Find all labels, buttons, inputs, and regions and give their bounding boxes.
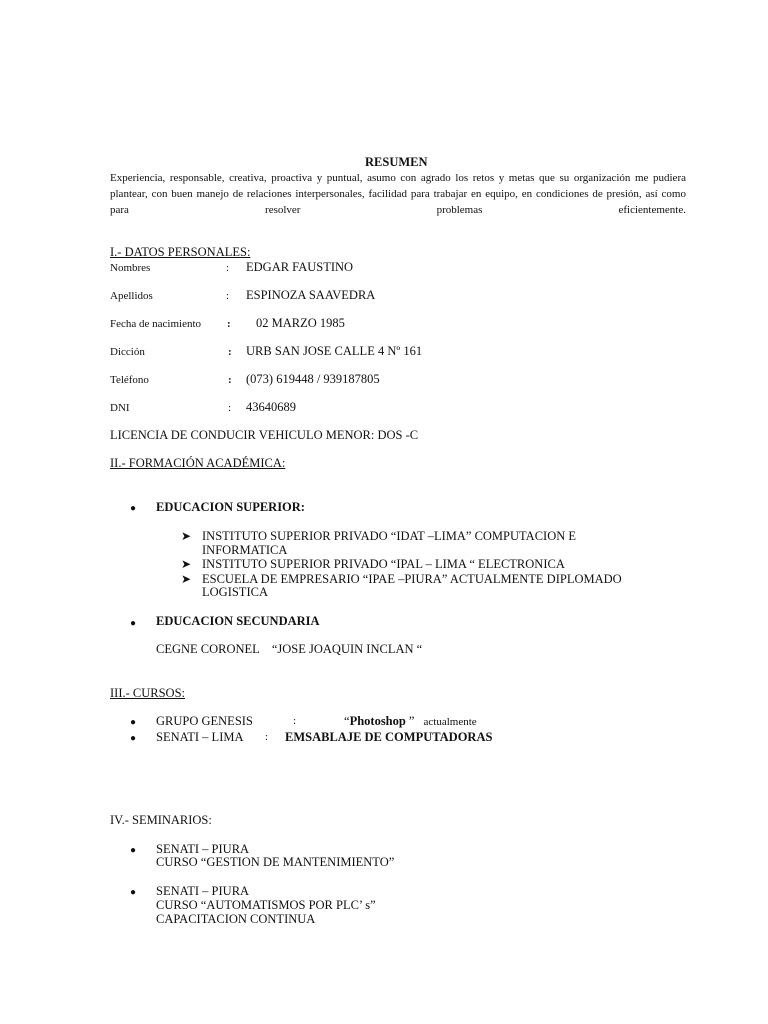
bullet-dot-icon: ● — [130, 845, 137, 856]
superior-item-1-line1: INSTITUTO SUPERIOR PRIVADO “IDAT –LIMA” COMPUTACION E — [202, 529, 577, 543]
field-value-fecha: 02 MARZO 1985 — [256, 316, 345, 330]
secondary-school: CEGNE CORONEL “JOSE JOAQUIN INCLAN “ — [156, 642, 423, 656]
field-sep-apellidos: : — [226, 290, 230, 302]
seminar-1-line2: CURSO “GESTION DE MANTENIMIENTO” — [156, 855, 395, 869]
secondary-label: EDUCACION SECUNDARIA — [156, 614, 320, 628]
superior-item-1-line2: INFORMATICA — [202, 543, 288, 557]
course-1-detail-bold: Photoshop — [349, 714, 406, 728]
seminars-heading: IV.- SEMINARIOS: — [110, 813, 212, 827]
field-sep-telefono: : — [228, 374, 232, 386]
field-label-diccion: Dicción — [110, 346, 145, 358]
field-sep-nombres: : — [226, 262, 230, 274]
course-2-name: SENATI – LIMA — [156, 730, 244, 744]
field-sep-diccion: : — [228, 346, 232, 358]
course-1-sep: : — [293, 715, 297, 727]
personal-heading: I.- DATOS PERSONALES: — [110, 245, 251, 259]
courses-heading: III.- CURSOS: — [110, 686, 186, 700]
course-1-detail-extra: actualmente — [423, 716, 477, 728]
arrow-bullet-icon: ➤ — [181, 529, 192, 543]
field-value-apellidos: ESPINOZA SAAVEDRA — [246, 288, 376, 302]
seminar-2-line3: CAPACITACION CONTINUA — [156, 912, 316, 926]
course-1-open-quote: “ — [344, 714, 350, 728]
bullet-dot-icon: ● — [130, 733, 137, 744]
course-2-detail-bold: EMSABLAJE DE COMPUTADORAS — [285, 730, 493, 744]
field-value-telefono: (073) 619448 / 939187805 — [246, 372, 380, 386]
summary-text: Experiencia, responsable, creativa, proactiva y puntual, asumo con agrado los retos y metas que su organización me pudiera plantear, con buen manejo de relaciones interpersonales, facilidad para trabajar en equipo, en condiciones de presión, así como para resolver problemas eficientemente. — [110, 172, 686, 216]
field-label-fecha: Fecha de nacimiento — [110, 318, 202, 330]
license-line: LICENCIA DE CONDUCIR VEHICULO MENOR: DOS -C — [110, 428, 419, 442]
seminar-2-line2: CURSO “AUTOMATISMOS POR PLC’ s” — [156, 898, 376, 912]
field-label-dni: DNI — [110, 402, 130, 414]
course-1-name: GRUPO GENESIS — [156, 714, 253, 728]
field-sep-dni: : — [228, 402, 232, 414]
field-label-nombres: Nombres — [110, 262, 151, 274]
arrow-bullet-icon: ➤ — [181, 572, 192, 586]
bullet-dot-icon: ● — [130, 887, 137, 898]
course-2-sep: : — [265, 731, 269, 743]
superior-item-2-line1: INSTITUTO SUPERIOR PRIVADO “IPAL – LIMA “ ELECTRONICA — [202, 557, 565, 571]
seminar-1-line1: SENATI – PIURA — [156, 842, 250, 856]
superior-item-3-line2: LOGISTICA — [202, 585, 268, 599]
superior-label: EDUCACION SUPERIOR: — [156, 500, 305, 514]
superior-item-3-line1: ESCUELA DE EMPRESARIO “IPAE –PIURA” ACTUALMENTE DIPLOMADO — [202, 572, 622, 586]
field-label-apellidos: Apellidos — [110, 290, 153, 302]
field-label-telefono: Teléfono — [110, 374, 149, 386]
field-value-nombres: EDGAR FAUSTINO — [246, 260, 354, 274]
bullet-dot-icon: ● — [130, 717, 137, 728]
education-heading: II.- FORMACIÓN ACADÉMICA: — [110, 456, 286, 470]
course-1-detail — [344, 714, 477, 729]
course-1-close-quote: ” — [408, 714, 415, 728]
bullet-dot-icon: ● — [130, 618, 137, 629]
field-value-diccion: URB SAN JOSE CALLE 4 Nº 161 — [246, 344, 423, 358]
arrow-bullet-icon: ➤ — [181, 557, 192, 571]
bullet-dot-icon: ● — [130, 503, 137, 514]
field-value-dni: 43640689 — [246, 400, 296, 414]
seminar-2-line1: SENATI – PIURA — [156, 884, 250, 898]
summary-heading: RESUMEN — [365, 155, 428, 169]
field-sep-fecha: : — [227, 318, 231, 330]
